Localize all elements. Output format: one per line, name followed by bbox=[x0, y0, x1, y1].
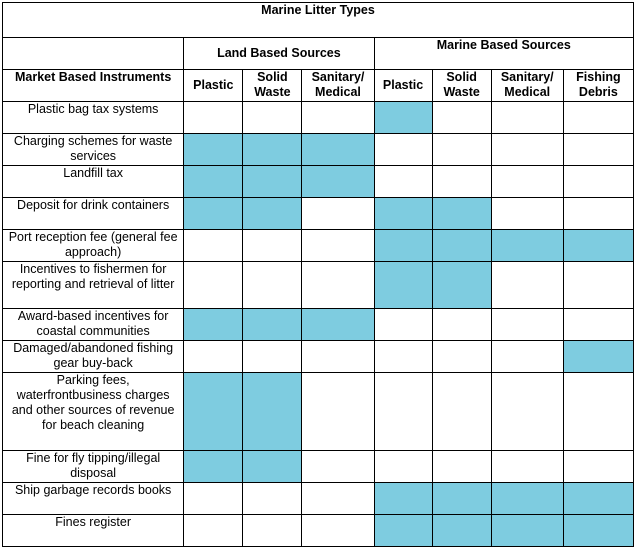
highlighted-cell bbox=[374, 515, 432, 547]
empty-cell bbox=[432, 102, 491, 134]
empty-cell bbox=[563, 309, 633, 341]
empty-cell bbox=[563, 262, 633, 309]
empty-cell bbox=[563, 166, 633, 198]
marine-based-sources-header: Marine Based Sources bbox=[374, 38, 633, 70]
table-row bbox=[3, 166, 634, 198]
highlighted-cell bbox=[184, 373, 243, 451]
empty-cell bbox=[374, 373, 432, 451]
instrument-label: Parking fees, waterfrontbusiness charges and other sources of revenue for beach cleaning bbox=[3, 373, 184, 451]
instrument-label: Landfill tax bbox=[3, 166, 184, 198]
empty-cell bbox=[432, 373, 491, 451]
empty-cell bbox=[491, 262, 563, 309]
empty-cell bbox=[243, 341, 302, 373]
instrument-label: Plastic bag tax systems bbox=[3, 102, 184, 134]
highlighted-cell bbox=[563, 230, 633, 262]
empty-cell bbox=[374, 451, 432, 483]
highlighted-cell bbox=[374, 483, 432, 515]
highlighted-cell bbox=[432, 198, 491, 230]
empty-cell bbox=[491, 102, 563, 134]
empty-cell bbox=[302, 341, 374, 373]
empty-cell bbox=[491, 309, 563, 341]
empty-cell bbox=[563, 451, 633, 483]
table-row bbox=[3, 102, 634, 134]
empty-cell bbox=[563, 134, 633, 166]
empty-cell bbox=[243, 230, 302, 262]
empty-cell bbox=[302, 515, 374, 547]
table-row bbox=[3, 262, 634, 309]
highlighted-cell bbox=[184, 198, 243, 230]
highlighted-cell bbox=[243, 451, 302, 483]
highlighted-cell bbox=[491, 483, 563, 515]
empty-cell bbox=[374, 134, 432, 166]
blank-header-cell bbox=[3, 38, 184, 70]
highlighted-cell bbox=[302, 134, 374, 166]
empty-cell bbox=[302, 198, 374, 230]
highlighted-cell bbox=[374, 102, 432, 134]
empty-cell bbox=[432, 451, 491, 483]
empty-cell bbox=[302, 373, 374, 451]
empty-cell bbox=[432, 134, 491, 166]
empty-cell bbox=[563, 198, 633, 230]
instrument-label: Fine for fly tipping/illegal disposal bbox=[3, 451, 184, 483]
instrument-label: Ship garbage records books bbox=[3, 483, 184, 515]
highlighted-cell bbox=[563, 341, 633, 373]
empty-cell bbox=[491, 451, 563, 483]
highlighted-cell bbox=[243, 166, 302, 198]
table-row bbox=[3, 134, 634, 166]
empty-cell bbox=[184, 230, 243, 262]
empty-cell bbox=[563, 373, 633, 451]
table-row bbox=[3, 230, 634, 262]
column-header: Solid Waste bbox=[432, 70, 491, 102]
empty-cell bbox=[184, 102, 243, 134]
land-based-sources-header: Land Based Sources bbox=[184, 38, 374, 70]
instrument-label: Damaged/abandoned fishing gear buy-back bbox=[3, 341, 184, 373]
empty-cell bbox=[374, 341, 432, 373]
instrument-label: Charging schemes for waste services bbox=[3, 134, 184, 166]
highlighted-cell bbox=[432, 230, 491, 262]
empty-cell bbox=[491, 341, 563, 373]
empty-cell bbox=[374, 309, 432, 341]
empty-cell bbox=[302, 230, 374, 262]
empty-cell bbox=[302, 451, 374, 483]
table-row bbox=[3, 515, 634, 547]
instrument-label: Incentives to fishermen for reporting and retrieval of litter bbox=[3, 262, 184, 309]
column-header: Solid Waste bbox=[243, 70, 302, 102]
highlighted-cell bbox=[184, 451, 243, 483]
table-row bbox=[3, 309, 634, 341]
highlighted-cell bbox=[302, 309, 374, 341]
table-title: Marine Litter Types bbox=[3, 3, 634, 38]
instrument-label: Award-based incentives for coastal communities bbox=[3, 309, 184, 341]
highlighted-cell bbox=[243, 309, 302, 341]
highlighted-cell bbox=[563, 515, 633, 547]
empty-cell bbox=[491, 198, 563, 230]
highlighted-cell bbox=[491, 515, 563, 547]
empty-cell bbox=[491, 166, 563, 198]
highlighted-cell bbox=[432, 483, 491, 515]
empty-cell bbox=[184, 262, 243, 309]
column-header: Plastic bbox=[184, 70, 243, 102]
column-header: Plastic bbox=[374, 70, 432, 102]
highlighted-cell bbox=[184, 134, 243, 166]
empty-cell bbox=[491, 373, 563, 451]
empty-cell bbox=[374, 166, 432, 198]
empty-cell bbox=[243, 102, 302, 134]
empty-cell bbox=[432, 166, 491, 198]
table-row bbox=[3, 198, 634, 230]
column-header: Sanitary/ Medical bbox=[302, 70, 374, 102]
table-row bbox=[3, 373, 634, 451]
table-row bbox=[3, 451, 634, 483]
empty-cell bbox=[491, 134, 563, 166]
highlighted-cell bbox=[302, 166, 374, 198]
highlighted-cell bbox=[491, 230, 563, 262]
empty-cell bbox=[432, 341, 491, 373]
table-row bbox=[3, 483, 634, 515]
instrument-label: Deposit for drink containers bbox=[3, 198, 184, 230]
empty-cell bbox=[243, 262, 302, 309]
empty-cell bbox=[243, 515, 302, 547]
highlighted-cell bbox=[374, 230, 432, 262]
highlighted-cell bbox=[243, 373, 302, 451]
highlighted-cell bbox=[374, 262, 432, 309]
empty-cell bbox=[243, 483, 302, 515]
empty-cell bbox=[184, 341, 243, 373]
marine-litter-table bbox=[2, 2, 634, 547]
instrument-label: Fines register bbox=[3, 515, 184, 547]
highlighted-cell bbox=[432, 515, 491, 547]
empty-cell bbox=[302, 483, 374, 515]
column-header: Fishing Debris bbox=[563, 70, 633, 102]
highlighted-cell bbox=[432, 262, 491, 309]
column-header: Sanitary/ Medical bbox=[491, 70, 563, 102]
empty-cell bbox=[302, 102, 374, 134]
highlighted-cell bbox=[184, 309, 243, 341]
highlighted-cell bbox=[243, 134, 302, 166]
highlighted-cell bbox=[184, 166, 243, 198]
instrument-label: Port reception fee (general fee approach) bbox=[3, 230, 184, 262]
empty-cell bbox=[184, 483, 243, 515]
empty-cell bbox=[302, 262, 374, 309]
instrument-column-header: Market Based Instruments bbox=[3, 70, 184, 102]
empty-cell bbox=[563, 102, 633, 134]
highlighted-cell bbox=[243, 198, 302, 230]
highlighted-cell bbox=[374, 198, 432, 230]
table-row bbox=[3, 341, 634, 373]
empty-cell bbox=[432, 309, 491, 341]
highlighted-cell bbox=[563, 483, 633, 515]
empty-cell bbox=[184, 515, 243, 547]
